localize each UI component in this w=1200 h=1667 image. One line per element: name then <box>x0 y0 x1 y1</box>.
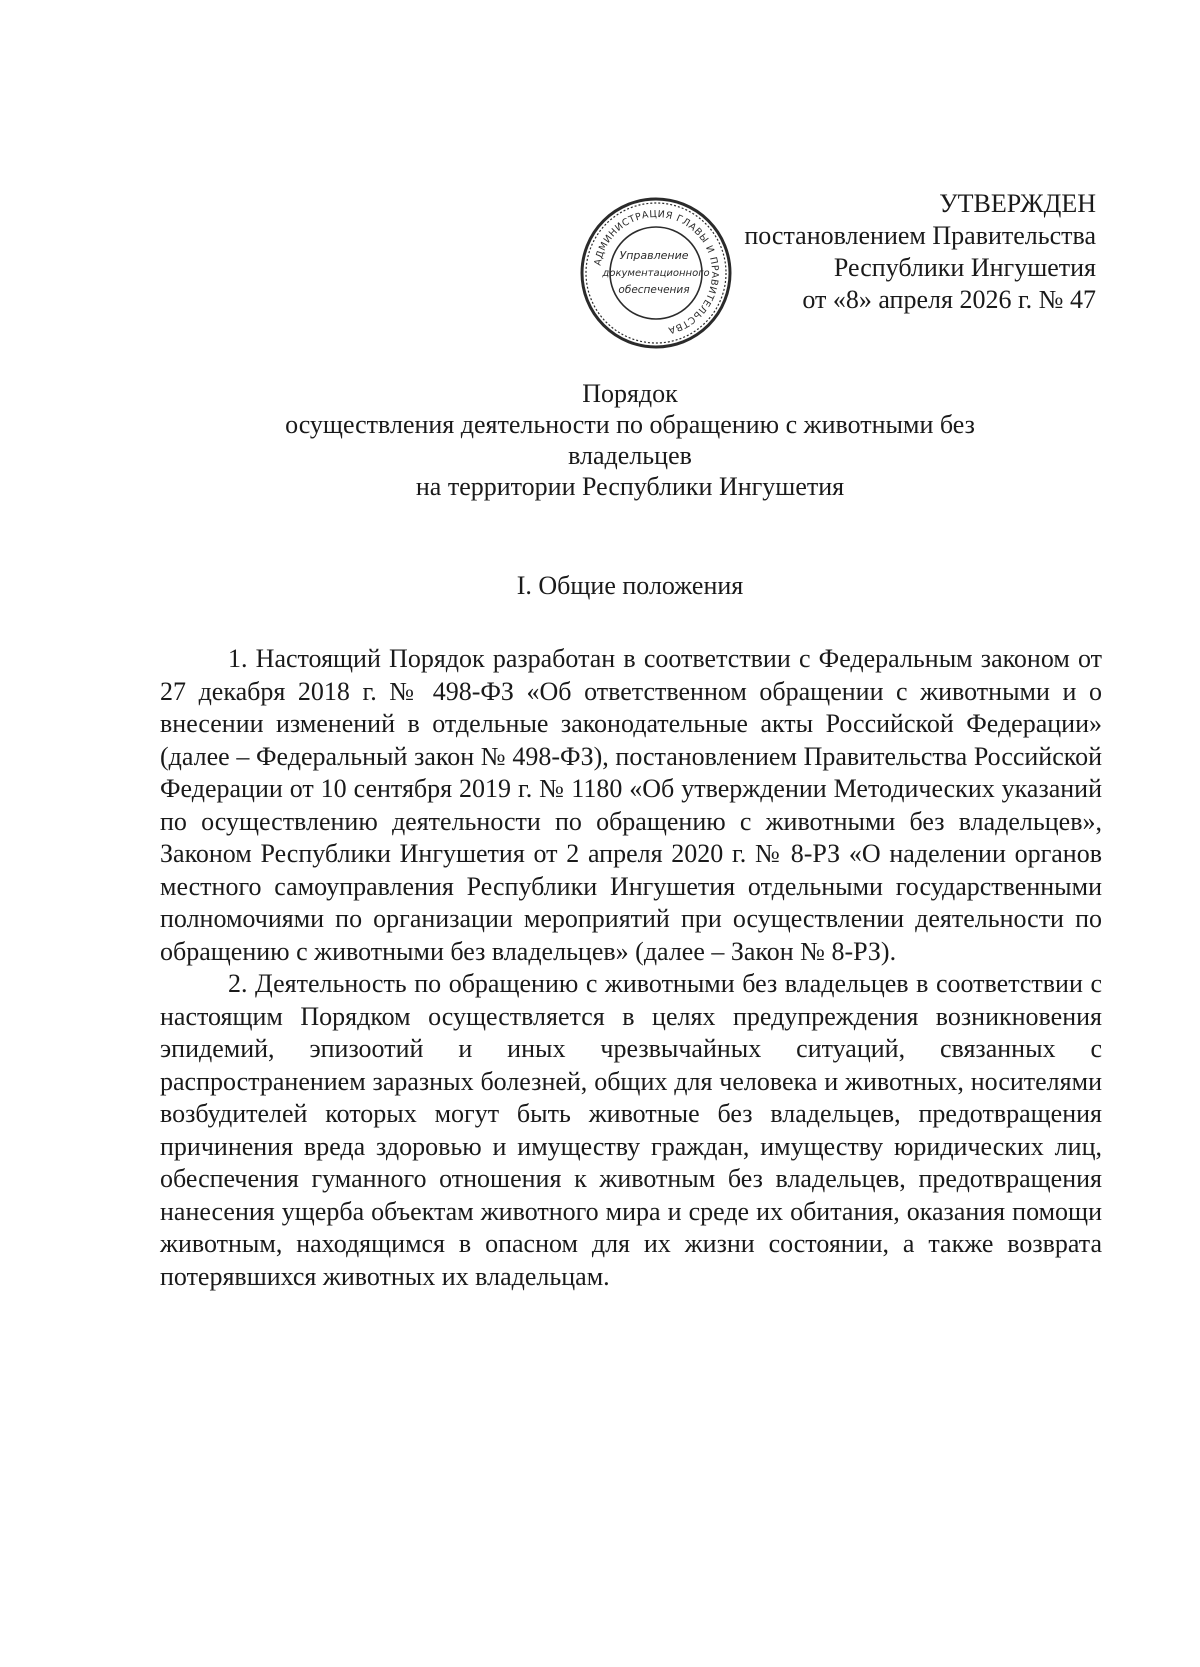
title-line-2: осуществления деятельности по обращению с животными без <box>285 410 975 439</box>
official-seal <box>578 195 734 351</box>
title-line-4: на территории Республики Ингушетия <box>415 472 845 501</box>
approval-authority: постановлением Правительства <box>744 221 1096 250</box>
approval-block <box>676 188 1096 316</box>
paragraph-2: 2. Деятельность по обращению с животными без владельцев в соответствии с настоящим Порядком осуществляется в целях предупреждения возникновения эпидемий, эпизоотий и иных чрезвычайных ситуаций, связанных с распространением заразных болезней, общих для человека и животных, носителями возбудителей которых могут быть животные без владельцев, предотвращения причинения вреда здоровью и имуществу граждан, имуществу юридических лиц, обеспечения гуманного отношения к животным без владельцев, предотвращения нанесения ущерба объектам животного мира и среде их обитания, оказания помощи животным, находящимся в опасном для их жизни состоянии, а также возврата потерявшихся животных их владельцам. <box>160 969 1102 1291</box>
seal-graphic <box>578 195 734 351</box>
approval-region: Республики Ингушетия <box>833 253 1096 282</box>
seal-center-line3: обеспечения <box>618 284 690 296</box>
document-body <box>160 643 1102 1293</box>
seal-center-line2: документационного <box>602 268 710 279</box>
paragraph-1: 1. Настоящий Порядок разработан в соответствии с Федеральным законом от 27 декабря 2018 г. № 498-ФЗ «Об ответственном обращении с животными и о внесении изменений в отдельные законодательные акты Российской Федерации» (далее – Федеральный закон № 498-ФЗ), постановлением Правительства Российской Федерации от 10 сентября 2019 г. № 1180 «Об утверждении Методических указаний по осуществлению деятельности по обращению с животными без владельцев», Законом Республики Ингушетия от 2 апреля 2020 г. № 8-РЗ «О наделении органов местного самоуправления Республики Ингушетия отдельными государственными полномочиями по организации мероприятий при осуществлении деятельности по обращению с животными без владельцев» (далее – Закон № 8-РЗ). <box>160 644 1102 966</box>
section-heading: I. Общие положения <box>516 571 744 600</box>
document-title <box>160 378 1100 502</box>
seal-center-line1: Управление <box>619 249 689 262</box>
approval-date-number: от «8» апреля 2026 г. № 47 <box>802 285 1096 314</box>
title-line-1: Порядок <box>582 379 678 408</box>
approval-status: УТВЕРЖДЕН <box>939 189 1096 218</box>
seal-ring-text: АДМИНИСТРАЦИЯ ГЛАВЫ И ПРАВИТЕЛЬСТВА <box>592 208 721 336</box>
title-line-3: владельцев <box>568 441 692 470</box>
